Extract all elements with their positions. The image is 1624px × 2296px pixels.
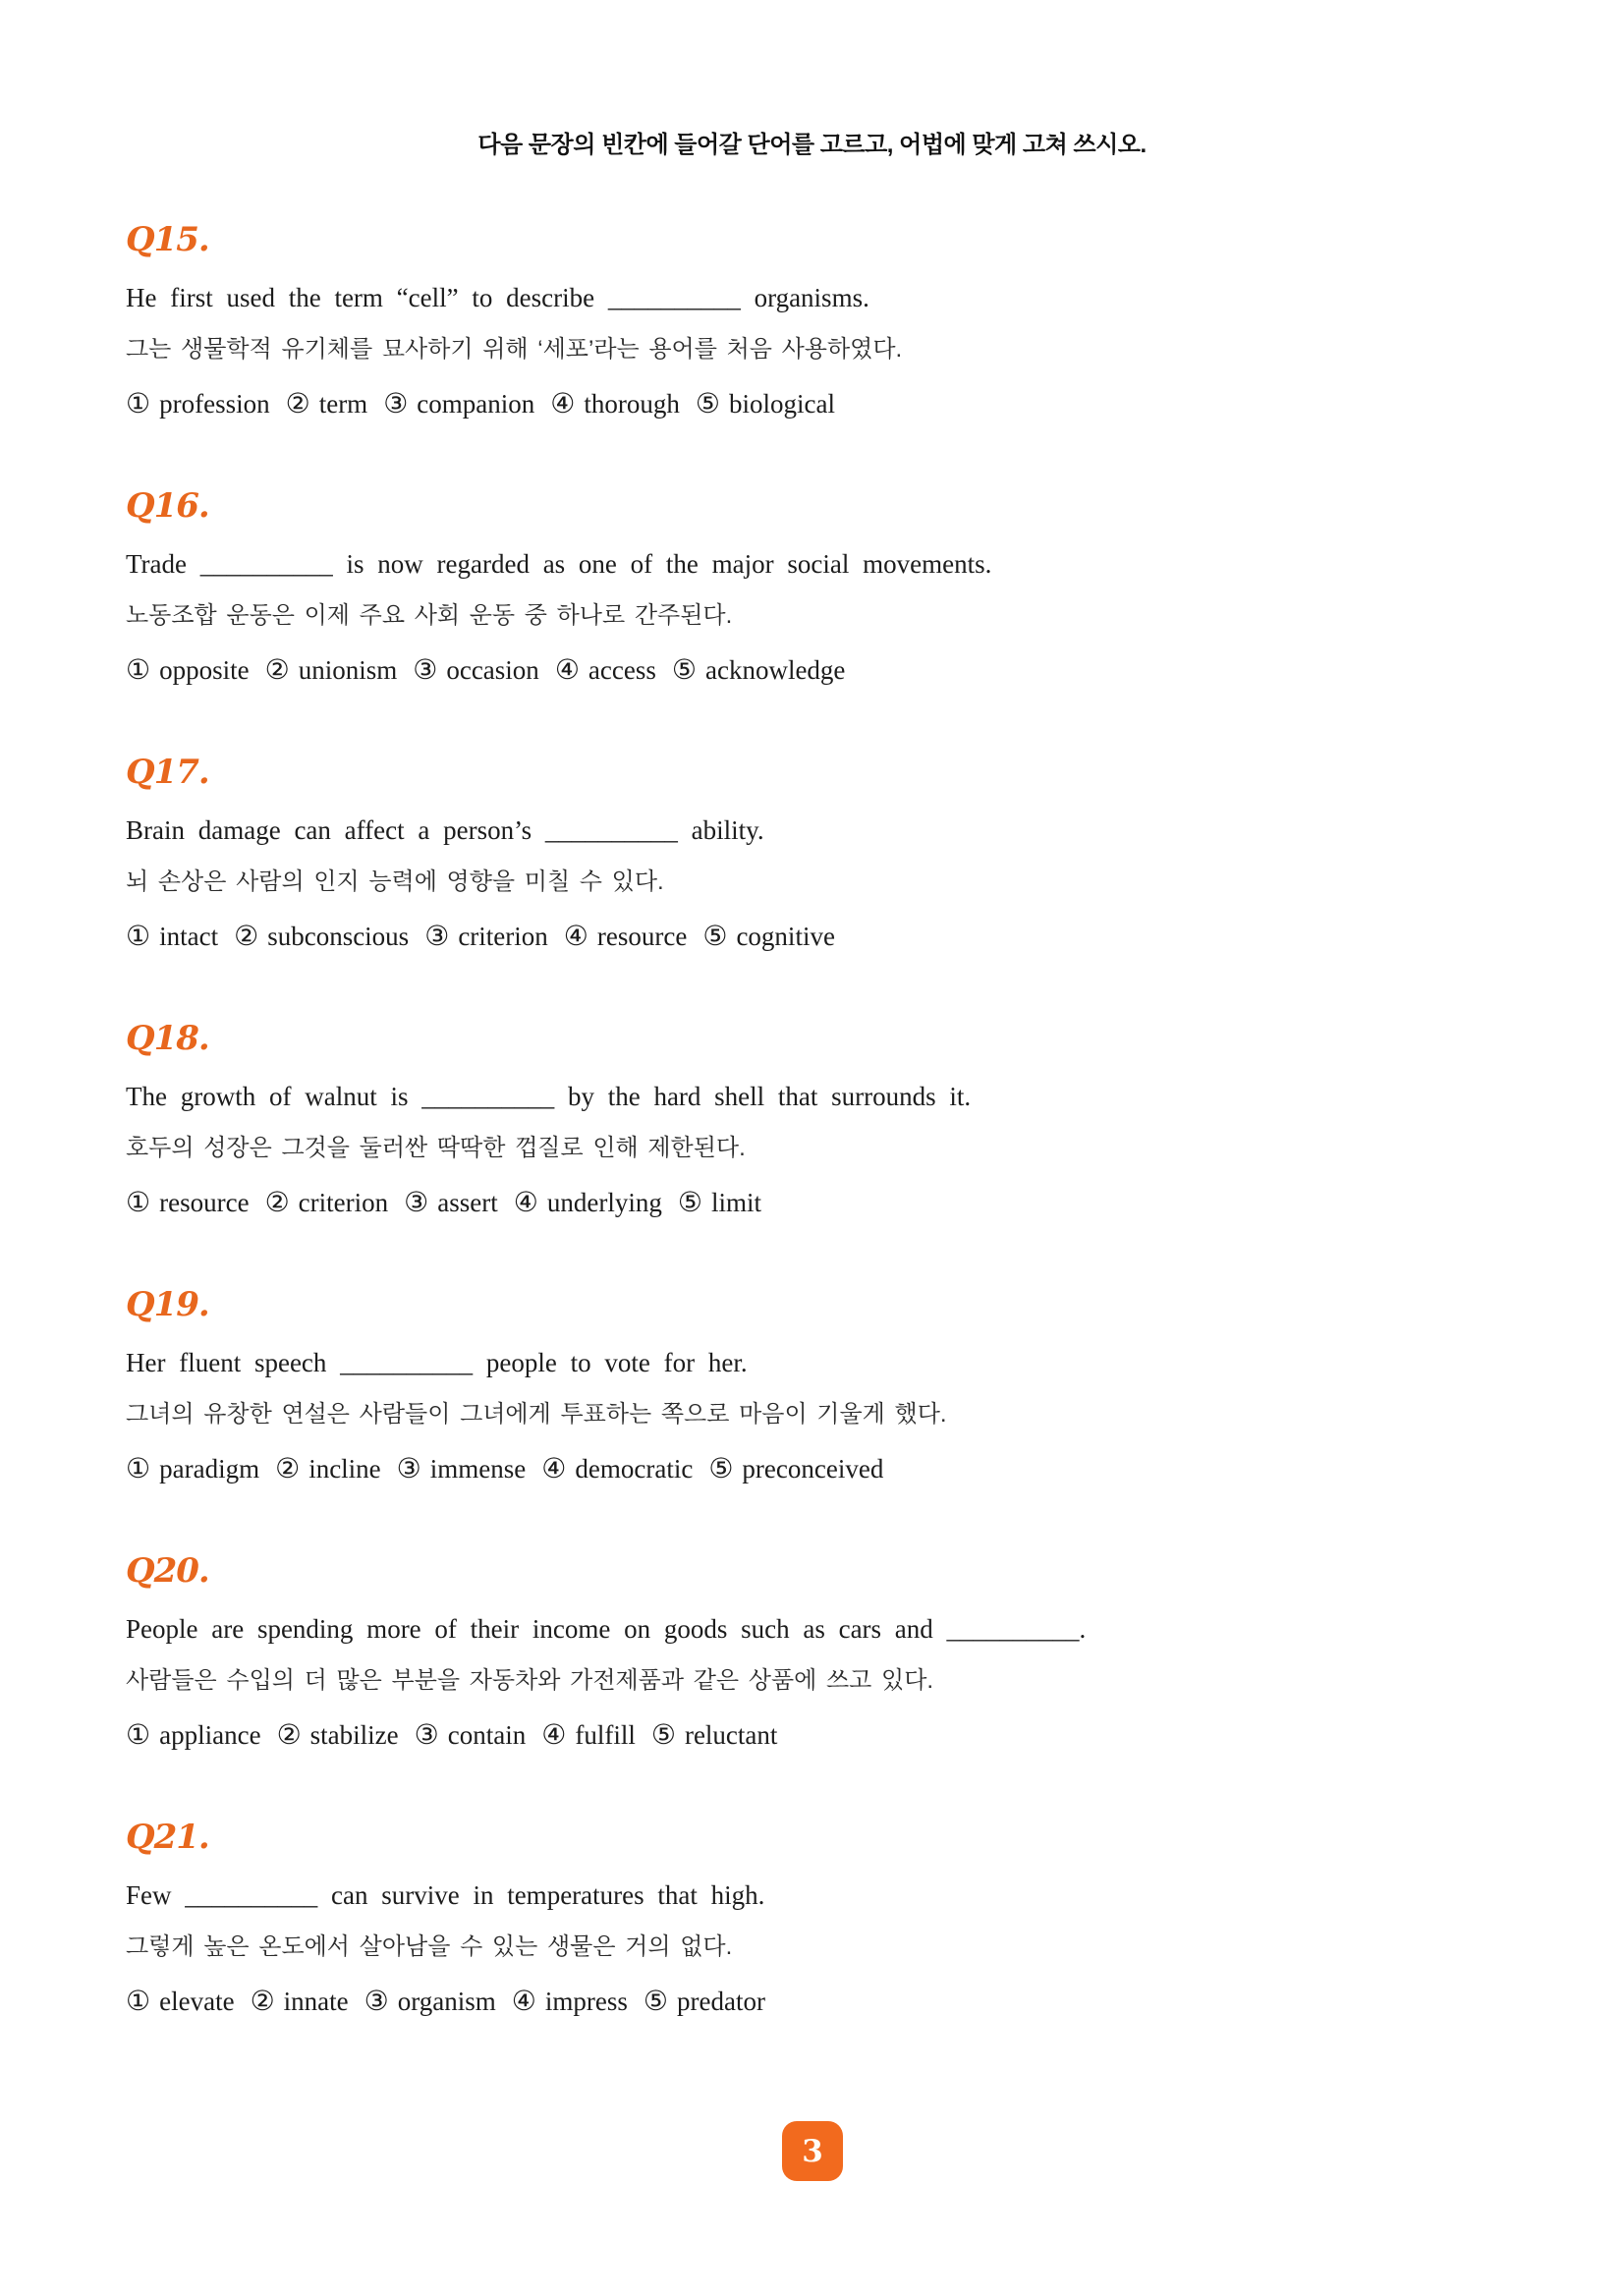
- answer-choice: [541, 1454, 693, 1484]
- answer-choice: [672, 655, 846, 685]
- choice-word: reluctant: [684, 1720, 778, 1750]
- answer-choice: [286, 389, 368, 419]
- question-english-sentence: Brain damage can affect a person’s __________ ability.: [126, 815, 764, 845]
- page-number-badge: [782, 2121, 843, 2181]
- answer-choice: [564, 922, 688, 951]
- answer-choice: [397, 1454, 527, 1484]
- instruction-header: 다음 문장의 빈칸에 들어갈 단어를 고르고, 어법에 맞게 고쳐 쓰시오.: [477, 132, 1147, 158]
- question-english-sentence: People are spending more of their income on goods such as cars and __________.: [126, 1614, 1087, 1644]
- choice-marker: ①: [126, 1454, 151, 1484]
- choice-marker: ③: [414, 1720, 439, 1751]
- choice-word: criterion: [298, 1188, 389, 1217]
- question-block: [126, 1283, 1516, 1489]
- answer-choice: [541, 1720, 636, 1750]
- answer-choice: [234, 922, 409, 951]
- answer-choice: [126, 922, 218, 951]
- choice-marker: ⑤: [708, 1454, 734, 1484]
- choice-word: subconscious: [267, 922, 410, 951]
- choice-word: underlying: [546, 1188, 662, 1217]
- answer-choice: [126, 655, 250, 685]
- question-korean-translation: 그렇게 높은 온도에서 살아남을 수 있는 생물은 거의 없다.: [126, 1933, 733, 1960]
- choice-marker: ③: [364, 1987, 389, 2017]
- choice-word: resource: [159, 1188, 250, 1217]
- question-number: Q15.: [126, 220, 209, 259]
- question-korean-translation: 그는 생물학적 유기체를 묘사하기 위해 ‘세포’라는 용어를 처음 사용하였다.: [126, 336, 903, 363]
- answer-choice: [424, 922, 548, 951]
- question-number: Q16.: [126, 486, 209, 526]
- page-number: 3: [802, 2133, 823, 2169]
- choice-word: criterion: [458, 922, 548, 951]
- answer-choice: [126, 1987, 235, 2016]
- answer-choice: [383, 389, 534, 419]
- choice-marker: ③: [424, 922, 450, 952]
- answer-choice: [678, 1188, 761, 1217]
- answer-choice: [265, 1188, 389, 1217]
- choice-marker: ②: [275, 1454, 301, 1484]
- choice-marker: ④: [541, 1720, 567, 1751]
- answer-choice: [413, 655, 539, 685]
- answer-choices: [126, 650, 1516, 691]
- choice-word: companion: [417, 389, 535, 419]
- answer-choice: [555, 655, 656, 685]
- question-block: [126, 1549, 1516, 1756]
- choice-marker: ⑤: [677, 1188, 702, 1218]
- answer-choice: [514, 1188, 662, 1217]
- choice-word: fulfill: [575, 1720, 636, 1750]
- choice-marker: ②: [264, 655, 290, 686]
- choice-word: incline: [308, 1454, 381, 1484]
- choice-word: intact: [159, 922, 219, 951]
- choice-word: opposite: [159, 655, 250, 685]
- choice-marker: ①: [126, 389, 151, 420]
- choice-marker: ②: [264, 1188, 290, 1218]
- choice-word: assert: [437, 1188, 498, 1217]
- answer-choice: [708, 1454, 883, 1484]
- choice-marker: ①: [126, 655, 151, 686]
- choice-marker: ③: [383, 389, 409, 420]
- answer-choices: [126, 1449, 1516, 1489]
- question-block: [126, 484, 1516, 691]
- choice-word: cognitive: [736, 922, 835, 951]
- choice-marker: ①: [126, 922, 151, 952]
- question-number: Q21.: [126, 1818, 209, 1857]
- answer-choices: [126, 1982, 1516, 2022]
- choice-word: stabilize: [309, 1720, 399, 1750]
- choice-word: predator: [676, 1987, 765, 2016]
- answer-choices: [126, 1183, 1516, 1223]
- choice-marker: ②: [250, 1987, 275, 2017]
- choice-word: unionism: [298, 655, 398, 685]
- answer-choice: [651, 1720, 778, 1750]
- answer-choice: [265, 655, 398, 685]
- question-number: Q19.: [126, 1285, 209, 1324]
- choice-marker: ②: [285, 389, 310, 420]
- choice-word: impress: [544, 1987, 628, 2016]
- answer-choice: [126, 1188, 250, 1217]
- choice-word: acknowledge: [704, 655, 846, 685]
- answer-choice: [251, 1987, 349, 2016]
- question-block: [126, 1816, 1516, 2022]
- answer-choice: [404, 1188, 498, 1217]
- question-block: [126, 1017, 1516, 1223]
- question-english-sentence: Her fluent speech __________ people to vote for her.: [126, 1348, 748, 1377]
- choice-word: democratic: [575, 1454, 694, 1484]
- choice-word: appliance: [159, 1720, 261, 1750]
- choice-word: paradigm: [159, 1454, 260, 1484]
- choice-marker: ④: [554, 655, 580, 686]
- choice-marker: ③: [413, 655, 438, 686]
- answer-choice: [277, 1720, 399, 1750]
- choice-marker: ⑤: [702, 922, 728, 952]
- question-number: Q17.: [126, 753, 209, 792]
- answer-choice: [702, 922, 835, 951]
- choice-marker: ③: [396, 1454, 421, 1484]
- choice-marker: ④: [541, 1454, 567, 1484]
- choice-word: thorough: [584, 389, 680, 419]
- question-english-sentence: Trade __________ is now regarded as one of the major social movements.: [126, 549, 992, 579]
- choice-marker: ③: [404, 1188, 429, 1218]
- question-korean-translation: 노동조합 운동은 이제 주요 사회 운동 중 하나로 간주된다.: [126, 602, 733, 629]
- choice-word: innate: [283, 1987, 349, 2016]
- choice-word: term: [318, 389, 368, 419]
- answer-choice: [275, 1454, 381, 1484]
- choice-marker: ①: [126, 1188, 151, 1218]
- answer-choice: [364, 1987, 496, 2016]
- choice-marker: ⑤: [695, 389, 720, 420]
- choice-word: contain: [447, 1720, 527, 1750]
- question-number: Q18.: [126, 1019, 209, 1058]
- choice-marker: ①: [126, 1987, 151, 2017]
- question-korean-translation: 그녀의 유창한 연설은 사람들이 그녀에게 투표하는 쪽으로 마음이 기울게 했다.: [126, 1401, 947, 1428]
- question-english-sentence: The growth of walnut is __________ by the hard shell that surrounds it.: [126, 1082, 972, 1111]
- choice-marker: ④: [511, 1987, 536, 2017]
- choice-marker: ④: [513, 1188, 538, 1218]
- answer-choice: [696, 389, 835, 419]
- choice-word: immense: [429, 1454, 527, 1484]
- answer-choice: [644, 1987, 765, 2016]
- question-korean-translation: 뇌 손상은 사람의 인지 능력에 영향을 미칠 수 있다.: [126, 868, 664, 895]
- choice-marker: ⑤: [650, 1720, 676, 1751]
- question-korean-translation: 호두의 성장은 그것을 둘러싼 딱딱한 껍질로 인해 제한된다.: [126, 1135, 746, 1161]
- choice-word: occasion: [446, 655, 539, 685]
- answer-choice: [126, 1454, 259, 1484]
- question-english-sentence: He first used the term “cell” to describe __________ organisms.: [126, 283, 869, 312]
- choice-marker: ⑤: [671, 655, 697, 686]
- choice-word: limit: [710, 1188, 761, 1217]
- choice-marker: ②: [234, 922, 259, 952]
- choice-marker: ④: [563, 922, 588, 952]
- choice-word: resource: [596, 922, 688, 951]
- question-list: [0, 218, 1624, 2022]
- choice-word: profession: [159, 389, 270, 419]
- answer-choice: [512, 1987, 628, 2016]
- answer-choice: [126, 389, 270, 419]
- question-block: [126, 751, 1516, 957]
- choice-marker: ①: [126, 1720, 151, 1751]
- answer-choice: [126, 1720, 261, 1750]
- choice-word: organism: [397, 1987, 496, 2016]
- question-number: Q20.: [126, 1551, 209, 1591]
- choice-word: biological: [729, 389, 835, 419]
- choice-marker: ②: [276, 1720, 302, 1751]
- answer-choices: [126, 1715, 1516, 1756]
- question-block: [126, 218, 1516, 424]
- answer-choice: [550, 389, 680, 419]
- choice-word: elevate: [159, 1987, 235, 2016]
- question-korean-translation: 사람들은 수입의 더 많은 부분을 자동차와 가전제품과 같은 상품에 쓰고 있다.: [126, 1667, 934, 1694]
- choice-word: access: [588, 655, 656, 685]
- question-english-sentence: Few __________ can survive in temperatures that high.: [126, 1880, 765, 1910]
- answer-choices: [126, 917, 1516, 957]
- choice-marker: ④: [550, 389, 576, 420]
- answer-choices: [126, 384, 1516, 424]
- answer-choice: [415, 1720, 527, 1750]
- choice-marker: ⑤: [643, 1987, 668, 2017]
- choice-word: preconceived: [742, 1454, 884, 1484]
